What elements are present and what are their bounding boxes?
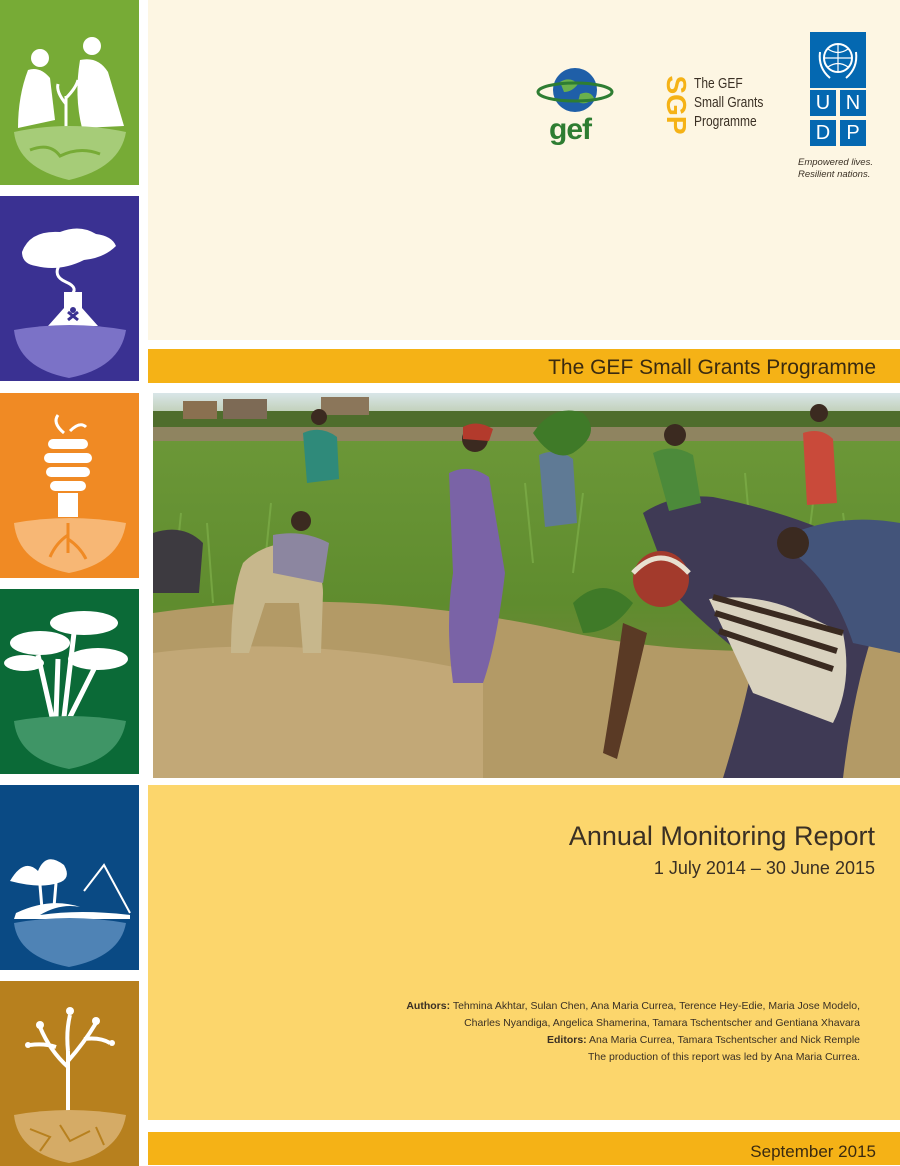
undp-letter: D	[810, 120, 836, 146]
tree-icon	[0, 589, 139, 774]
tile-land-degradation	[0, 981, 139, 1166]
authors-names-1: Tehmina Akhtar, Sulan Chen, Ana Maria Currea, Terence Hey-Edie, Maria Jose Modelo,	[452, 1000, 860, 1012]
gef-logo-text: gef	[549, 113, 591, 146]
tile-waters	[0, 785, 139, 970]
editors-label: Editors:	[547, 1034, 587, 1046]
program-band-label: The GEF Small Grants Programme	[548, 356, 876, 379]
undp-tagline-1: Empowered lives.	[798, 157, 873, 168]
publication-date: September 2015	[750, 1142, 876, 1161]
authors-line-2: Charles Nyandiga, Angelica Shamerina, Tamara Tschentscher and Gentiana Xhavara	[464, 1017, 860, 1029]
report-dates: 1 July 2014 – 30 June 2015	[653, 858, 875, 878]
farmers-field-photo	[153, 393, 900, 778]
sgp-line: Programme	[694, 113, 757, 130]
report-title: Annual Monitoring Report	[568, 821, 875, 851]
production-note: The production of this report was led by Ana Maria Currea.	[588, 1051, 860, 1063]
date-band	[148, 1132, 900, 1165]
sgp-letters: SGP	[661, 75, 690, 135]
river-landscape-icon	[0, 785, 139, 970]
un-emblem-icon	[810, 32, 866, 88]
undp-letter: N	[840, 90, 866, 116]
sgp-line: The GEF	[694, 75, 743, 92]
tile-chemicals	[0, 196, 139, 381]
sgp-logo	[644, 70, 690, 140]
editors-names: Ana Maria Currea, Tamara Tschentscher and Nick Remple	[589, 1034, 860, 1046]
tile-climate	[0, 393, 139, 578]
undp-letter: U	[810, 90, 836, 116]
editors-line	[180, 1032, 860, 1049]
undp-logo	[810, 32, 866, 146]
dry-tree-icon	[0, 981, 139, 1166]
undp-tagline	[798, 157, 873, 181]
undp-tagline-2: Resilient nations.	[798, 169, 871, 180]
people-planting-icon	[0, 0, 139, 185]
program-band	[148, 349, 900, 383]
sgp-logo-text	[694, 74, 763, 131]
authors-label: Authors:	[406, 1000, 451, 1012]
authors-line-1	[180, 998, 860, 1015]
header-panel	[148, 0, 900, 340]
title-panel	[148, 785, 900, 1120]
tile-forests	[0, 589, 139, 774]
sgp-line: Small Grants	[694, 94, 764, 111]
chemical-flask-icon	[0, 196, 139, 381]
sgp-logo-mark	[644, 70, 690, 140]
tile-biodiversity	[0, 0, 139, 185]
credits-block	[180, 998, 860, 1066]
energy-bulb-icon	[0, 393, 139, 578]
undp-letter: P	[840, 120, 866, 146]
globe-icon	[536, 62, 614, 118]
